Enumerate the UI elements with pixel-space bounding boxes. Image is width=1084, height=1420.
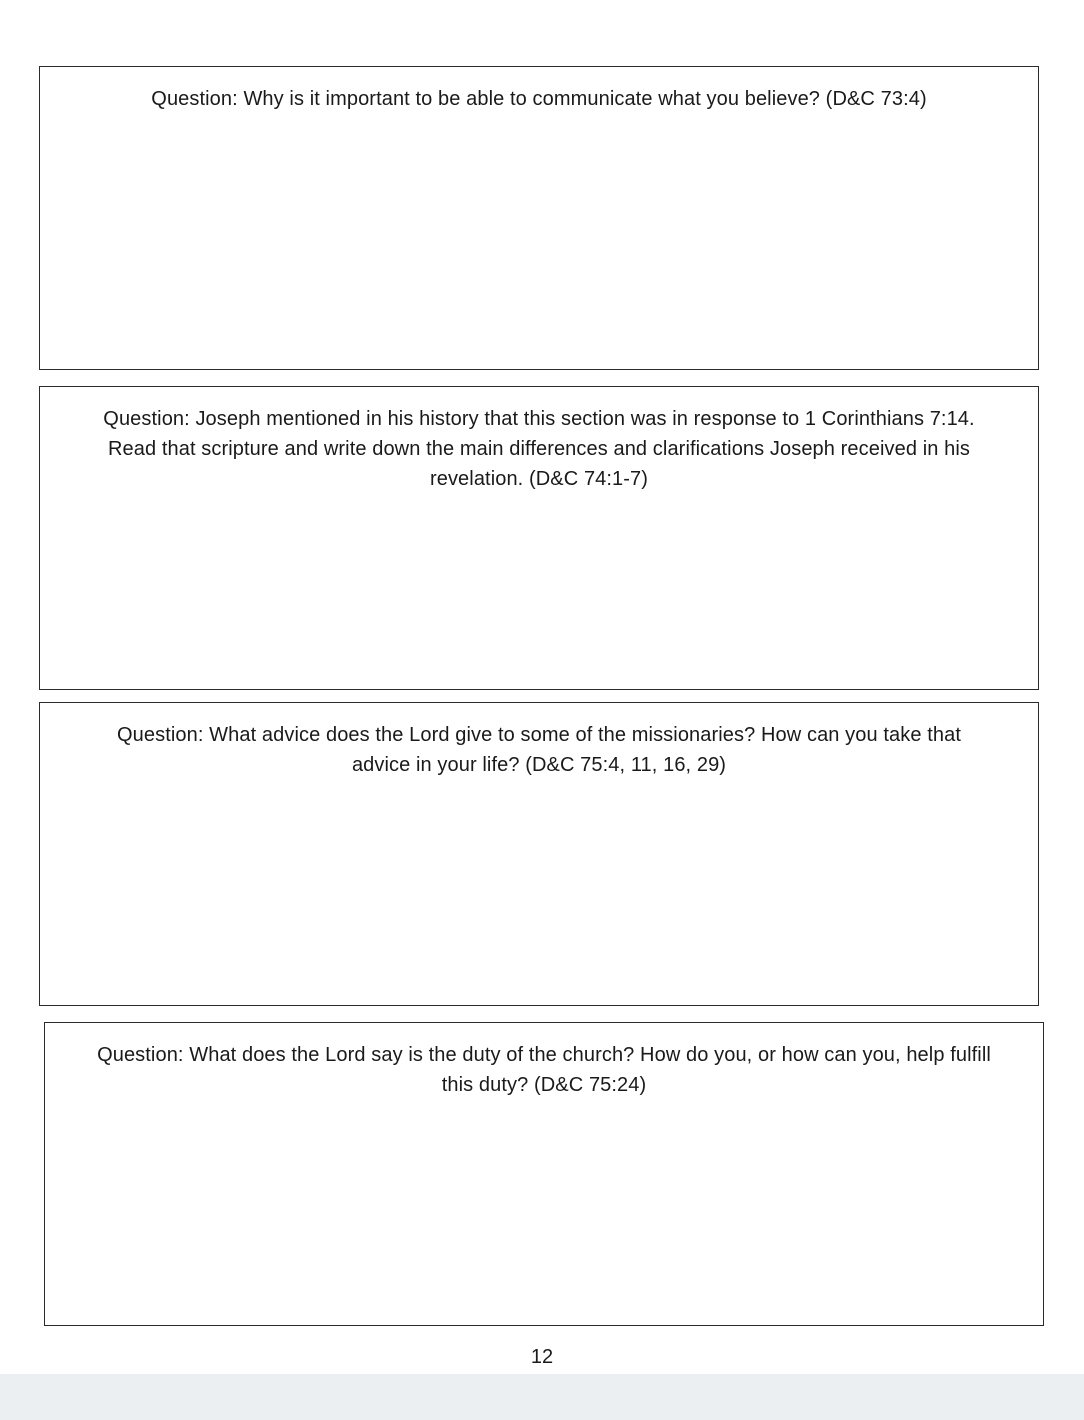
question-text-3: Question: What advice does the Lord give to some of the missionaries? How can you take that advice in your life? (D&C 75:4, 11, 16, 29) bbox=[117, 724, 961, 776]
question-box-1 bbox=[39, 66, 1039, 370]
page-number: 12 bbox=[530, 1346, 554, 1368]
viewer-background-strip bbox=[0, 1374, 1084, 1420]
question-box-2 bbox=[39, 386, 1039, 690]
question-text-4: Question: What does the Lord say is the duty of the church? How do you, or how can you, help fulfill this duty? (D&C 75:24) bbox=[97, 1044, 991, 1096]
question-text-1: Question: Why is it important to be able to communicate what you believe? (D&C 73:4) bbox=[151, 88, 927, 110]
question-text-2: Question: Joseph mentioned in his history that this section was in response to 1 Corinthians 7:14. Read that scripture and write down the main differences and clarifications Joseph received in his revelation. (D&C 74:1-7) bbox=[103, 408, 975, 490]
question-box-3 bbox=[39, 702, 1039, 1006]
question-box-4 bbox=[44, 1022, 1044, 1326]
